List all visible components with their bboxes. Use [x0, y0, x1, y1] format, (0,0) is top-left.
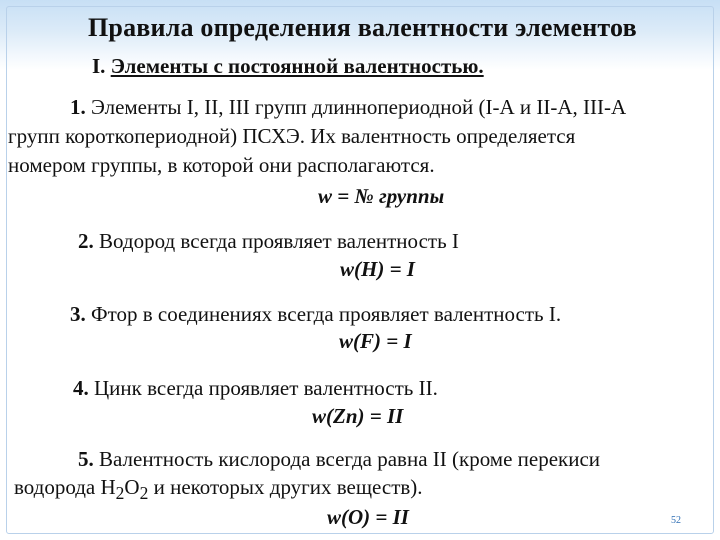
page-number: 52 [671, 515, 681, 526]
rule-1-line-2: групп короткопериодной) ПСХЭ. Их валентность определяется [8, 124, 576, 148]
rule-2-number: 2. [78, 229, 94, 253]
rule-4-number: 4. [73, 376, 89, 400]
rule-5-text-1: Валентность кислорода всегда равна II (кроме перекиси [99, 447, 601, 471]
section-number: I. [92, 54, 106, 78]
rule-3 [70, 302, 561, 327]
rule-5-formula: w(O) = II [327, 505, 409, 529]
rule-3-text: Фтор в соединениях всегда проявляет валентность I. [91, 302, 562, 326]
rule-5-oxygen: O [124, 475, 140, 499]
rule-5-line-2 [14, 475, 423, 504]
subscript-2b: 2 [139, 483, 149, 504]
rule-2-text: Водород всегда проявляет валентность I [99, 229, 459, 253]
rule-1-line-3: номером группы, в которой они располагаются. [8, 153, 435, 177]
rule-5-text-2: водорода H [14, 475, 116, 499]
rule-1-formula: w = № группы [318, 184, 445, 208]
rule-1-paragraph [8, 93, 708, 180]
rule-4-text: Цинк всегда проявляет валентность II. [94, 376, 438, 400]
subscript-2a: 2 [115, 483, 125, 504]
rule-5-text-3: и некоторых других веществ). [148, 475, 423, 499]
rule-2 [78, 229, 459, 254]
rule-5-number: 5. [78, 447, 94, 471]
section-heading [92, 54, 484, 79]
rule-1-number: 1. [70, 95, 86, 119]
section-title: Элементы с постоянной валентностью. [110, 54, 484, 78]
slide-title: Правила определения валентности элементов [88, 13, 637, 42]
rule-3-formula: w(F) = I [339, 329, 412, 353]
rule-1-text-1: Элементы I, II, III групп длиннопериодной (I-А и II-А, III-А [91, 95, 627, 119]
rule-3-number: 3. [70, 302, 86, 326]
rule-4-formula: w(Zn) = II [312, 404, 404, 428]
rule-2-formula: w(H) = I [340, 257, 415, 281]
rule-4 [73, 376, 438, 401]
rule-1-line-1 [8, 93, 708, 122]
rule-5-line-1 [78, 447, 600, 472]
